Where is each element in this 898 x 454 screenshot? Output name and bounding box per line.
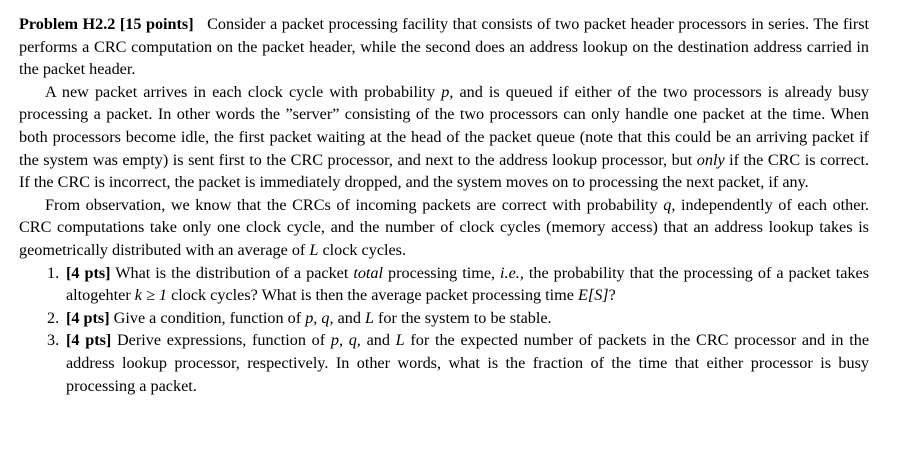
question-text-a: What is the distribution of a packet xyxy=(110,263,354,282)
observation-text-b: , independently of each other. CRC computations take only one clock cycle, and the number of clock cycles (memory access) that an address lookup takes is geometrically distributed with an average of xyxy=(19,195,870,259)
question-points: [4 pts] xyxy=(66,263,111,282)
intro-paragraph xyxy=(19,13,869,81)
math-k-geq-1: k ≥ 1 xyxy=(134,286,168,305)
question-item xyxy=(19,307,869,330)
math-L: L xyxy=(395,331,405,350)
math-p-q: p, q, xyxy=(330,331,361,350)
question-number: 3. xyxy=(47,331,60,350)
math-expected-s: E[S] xyxy=(578,286,609,305)
problem-heading: Problem H2.2 [15 points] xyxy=(19,15,194,33)
question-number: 1. xyxy=(47,263,60,282)
question-points: [4 pts] xyxy=(66,308,110,327)
arrival-text-a: A new packet arrives in each clock cycle with probability xyxy=(45,82,442,101)
question-text-b: and xyxy=(333,308,365,327)
question-item xyxy=(19,262,869,307)
question-text-a: Give a condition, function of xyxy=(109,308,306,327)
arrival-text-b: , and is queued if either of the two processors is already busy processing a packet. In other words the ”server” consisting of the two processors can only handle one packet at the time. When both processors become idle, the first packet waiting at the head of the packet queue (note that this could be an arriving packet if the system was empty) is sent first to the CRC processor, and next to the address lookup processor, but xyxy=(19,82,869,169)
emphasis-ie: i.e., xyxy=(500,263,524,282)
question-points: [4 pts] xyxy=(66,331,112,350)
problem-document xyxy=(19,13,869,397)
arrival-text-c: if the CRC is correct. If the CRC is incorrect, the packet is immediately dropped, and the system moves on to processing the next packet, if any. xyxy=(19,150,869,192)
question-text-c: the probability that the processing of a packet takes altogehter xyxy=(66,263,870,305)
observation-text-a: From observation, we know that the CRCs of incoming packets are correct with probability xyxy=(45,195,664,214)
math-L: L xyxy=(364,308,374,327)
question-text-a: Derive expressions, function of xyxy=(111,331,331,350)
question-text-d: clock cycles? What is then the average packet processing time xyxy=(167,286,578,305)
question-text-c: for the system to be stable. xyxy=(374,308,552,327)
emphasis-total: total xyxy=(353,263,384,282)
question-text-c: for the expected number of packets in the CRC processor and in the address lookup processor, respectively. In other words, what is the fraction of the time that either processor is busy processing a packet. xyxy=(66,331,870,395)
math-q: q xyxy=(663,195,672,214)
intro-text: Consider a packet processing facility that consists of two packet header processors in series. The first performs a CRC computation on the packet header, while the second does an address lookup on the destination address carried in the packet header. xyxy=(19,15,870,79)
question-text-b: and xyxy=(360,331,396,350)
observation-text-c: clock cycles. xyxy=(318,240,407,259)
question-text-b: processing time, xyxy=(383,263,501,282)
question-number: 2. xyxy=(47,308,60,327)
observation-paragraph xyxy=(19,194,869,262)
arrival-paragraph xyxy=(19,81,869,194)
question-list xyxy=(19,262,869,398)
math-p-q: p, q, xyxy=(305,308,334,327)
question-text-e: ? xyxy=(608,286,616,305)
emphasis-only: only xyxy=(696,150,725,169)
math-p: p xyxy=(441,82,450,101)
math-L: L xyxy=(309,240,319,259)
question-item xyxy=(19,329,869,397)
